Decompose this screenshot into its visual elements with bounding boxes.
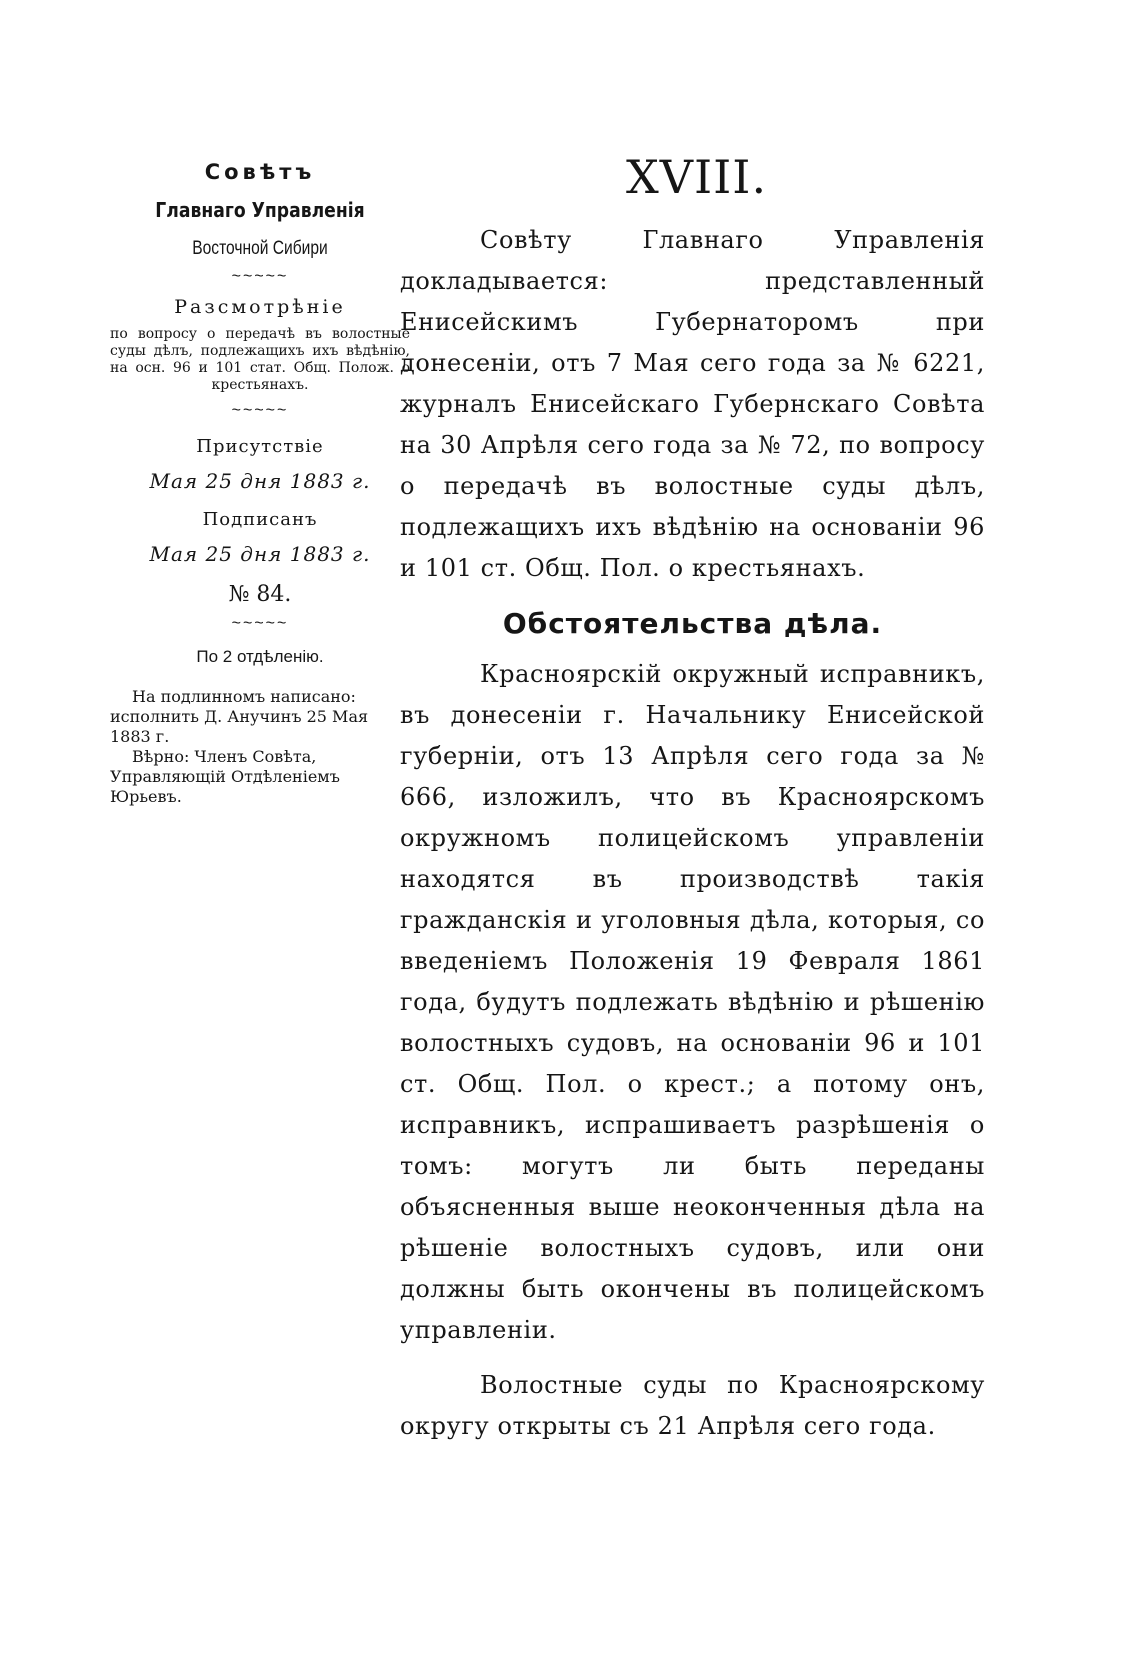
ornamental-divider: ~~~~~	[231, 615, 289, 632]
section-number: XVIII.	[626, 150, 768, 204]
presence-label: Присутствіе	[196, 436, 324, 457]
council-title: Совѣтъ	[204, 160, 316, 184]
signed-date: Мая 25 дня 1883 г.	[149, 542, 371, 566]
main-column	[400, 150, 985, 1447]
document-number: № 84.	[228, 582, 292, 607]
presence-date: Мая 25 дня 1883 г.	[149, 469, 371, 493]
signed-label: Подписанъ	[202, 509, 318, 530]
certification-note: Вѣрно: Членъ Совѣта, Управляющій Отдѣленіемъ Юрьевъ.	[110, 747, 340, 806]
subject-note: по вопросу о передачѣ въ волостные суды дѣлъ, подлежащихъ ихъ вѣдѣнію, на осн. 96 и 101 стат. Общ. Полож. о крестьянахъ.	[110, 326, 410, 393]
department-label: По 2 отдѣленію.	[196, 647, 324, 666]
section-heading: Обстоятельства дѣла.	[502, 607, 883, 640]
intro-paragraph: Совѣту Главнаго Управленія докладывается: представленный Енисейскимъ Губернаторомъ при донесеніи, отъ 7 Мая сего года за № 6221, журналъ Енисейскаго Губернскаго Совѣта на 30 Апрѣля сего года за № 72, по вопросу о передачѣ въ волостные суды дѣлъ, подлежащихъ ихъ вѣдѣнію на основаніи 96 и 101 ст. Общ. Пол. о крестьянахъ.	[400, 226, 985, 582]
body-paragraph: Волостные суды по Красноярскому округу открыты съ 21 Апрѣля сего года.	[400, 1371, 985, 1440]
ornamental-divider: ~~~~~	[231, 268, 289, 285]
original-note: На подлинномъ написано: исполнить Д. Анучинъ 25 Мая 1883 г.	[110, 687, 369, 746]
main-administration-title: Главнаго Управленія	[155, 198, 365, 222]
signature-block	[110, 687, 410, 807]
body-paragraph: Красноярскій окружный исправникъ, въ донесеніи г. Начальнику Енисейской губерніи, отъ 13 Апрѣля сего года за № 666, изложилъ, что въ Красноярскомъ окружномъ полицейскомъ управленіи находятся въ производствѣ такія гражданскія и уголовныя дѣла, которыя, со введеніемъ Положенія 19 Февраля 1861 года, будутъ подлежать вѣдѣнію и рѣшенію волостныхъ судовъ, на основаніи 96 и 101 ст. Общ. Пол. о крест.; а потому онъ, исправникъ, испрашиваетъ разрѣшенія о томъ: могутъ ли быть переданы объясненныя выше неоконченныя дѣла на рѣшеніе волостныхъ судовъ, или они должны быть окончены въ полицейскомъ управленіи.	[400, 660, 985, 1344]
region-title: Восточной Сибири	[192, 238, 328, 259]
margin-column	[110, 160, 410, 807]
ornamental-divider: ~~~~~	[231, 402, 289, 419]
review-title: Разсмотрѣніе	[174, 296, 346, 318]
